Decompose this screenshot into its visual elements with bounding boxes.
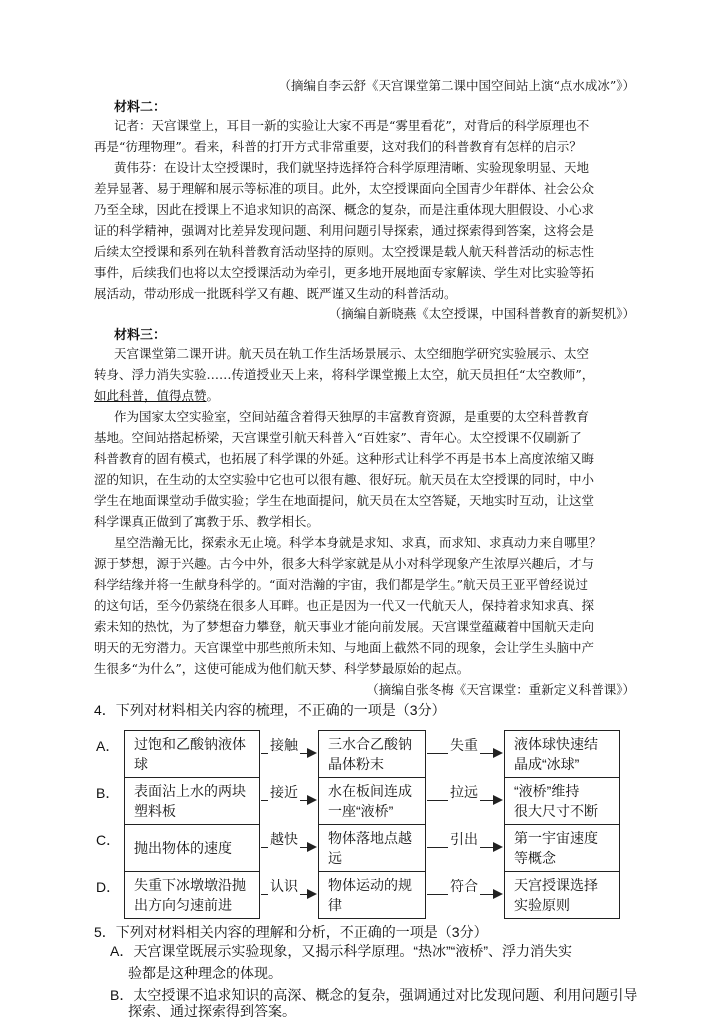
- question-4-stem: 4．下列对材料相关内容的梳理，不正确的一项是（3分）: [94, 702, 446, 718]
- flow-box: 物体运动的规 律: [318, 871, 426, 919]
- arrow-label: 引出: [450, 831, 478, 847]
- text-line: 涩的知识，在生动的太空实验中它也可以很有趣、很好玩。航天员在太空授课的同时，中小: [94, 472, 595, 487]
- text-line: 星空浩瀚无比，探索永无止境。科学本身就是求知、求真，而求知、求真动力来自哪里？: [114, 535, 602, 550]
- text-line: 科学课真正做到了寓教于乐、教学相长。: [94, 514, 320, 529]
- text-line: 再是“彷理物理”。看来，科普的打开方式非常重要，这对我们的科普教育有怎样的启示？: [94, 139, 582, 154]
- question-5-stem: 5．下列对材料相关内容的理解和分析，不正确的一项是（3分）: [94, 924, 488, 940]
- text-line: 学生在地面课堂动手做实验；学生在地面提问，航天员在太空答疑，天地实时互动，让这堂: [94, 493, 595, 508]
- option-c-letter: C．: [96, 832, 121, 848]
- option-b-letter: B．: [96, 785, 120, 801]
- text-line: 科普教育的固有模式，也拓展了科学课的外延。这种形式让科学不再是书本上高度浓缩又晦: [94, 451, 595, 466]
- text-line: 明天的无穷潜力。天宫课堂中那些煎所未知、与地面上截然不同的现象，会让学生头脑中产: [94, 640, 595, 655]
- underlined-phrase: 如此科普，值得点赞: [94, 388, 207, 403]
- answer-b-cont: 探索、通过探索得到答案。: [128, 1003, 296, 1019]
- text-line: 索未知的热忱，为了梦想奋力攀登，航天事业才能向前发展。天宫课堂蕴藏着中国航天走向: [94, 619, 595, 634]
- flow-box: 抛出物体的速度: [124, 824, 260, 872]
- flow-box: 表面沾上水的两块 塑料板: [124, 777, 260, 825]
- flow-box: 水在板间连成 一座“液桥”: [318, 777, 426, 825]
- text-line: 事件，后续我们也将以太空授课活动为牵引，更多地开展地面专家解读、学生对比实验等拓: [94, 265, 595, 280]
- text-line: 科学结缘并将一生献身科学的。“面对浩瀚的宇宙，我们都是学生。”航天员王亚平曾经说过: [94, 577, 589, 592]
- text-line: 差异显著、易于理解和展示等标准的项目。此外，太空授课面向全国青少年群体、社会公众: [94, 181, 595, 196]
- text-line: 如此科普，值得点赞。: [94, 388, 220, 403]
- text-line: 乃至全球，因此在授课上不追求知识的高深、概念的复杂，而是注重体现大胆假设、小心求: [94, 202, 595, 217]
- arrow-label: 拉远: [450, 784, 478, 800]
- text-line: 记者：天宫课堂上，耳目一新的实验让大家不再是“雾里看花”，对背后的科学原理也不: [114, 118, 590, 133]
- material1-source: （摘编自李云舒《天宫课堂第二课中国空间站上演“点水成冰”》）: [278, 78, 635, 93]
- arrow-label: 符合: [450, 878, 478, 894]
- text-line: 黄伟芬：在设计太空授课时，我们就坚持选择符合科学原理清晰、实验现象明显、天地: [114, 160, 590, 175]
- flow-box: 失重下冰墩墩沿抛 出方向匀速前进: [124, 871, 260, 919]
- text-line: 展活动，带动形成一批既科学又有趣、既严谨又生动的科普活动。: [94, 286, 457, 301]
- material2-source: （摘编自新晓燕《太空授课，中国科普教育的新契机》）: [328, 306, 635, 321]
- option-a-letter: A．: [96, 738, 120, 754]
- text-line: 基地。空间站搭起桥梁，天宫课堂引航天科普入“百姓家”、青年心。太空授课不仅刷新了: [94, 430, 582, 445]
- arrow-label: 越快: [270, 831, 298, 847]
- option-d-letter: D．: [96, 879, 121, 895]
- flow-box: 天宫授课选择 实验原则: [504, 871, 620, 919]
- answer-a: A．天宫课堂既展示实验现象，又揭示科学原理。“热冰”“液桥”、浮力消失实: [110, 943, 572, 959]
- text-line: 转身、浮力消失实验……传道授业天上来，将科学课堂搬上太空，航天员担任“太空教师”，: [94, 367, 595, 382]
- text-line: 的这句话，至今仍萦绕在很多人耳畔。也正是因为一代又一代航天人，保持着求知求真、探: [94, 598, 595, 613]
- material2-heading: 材料二：: [114, 100, 167, 115]
- text-line: 作为国家太空实验室，空间站蕴含着得天独厚的丰富教育资源，是重要的太空科普教育: [114, 409, 590, 424]
- flow-box: 液体球快速结 晶成“冰球”: [504, 730, 620, 778]
- material3-source: （摘编自张冬梅《天宫课堂：重新定义科普课》）: [366, 682, 635, 697]
- arrow-label: 接近: [270, 784, 298, 800]
- text-line: 生很多“为什么”，这使可能成为他们航天梦、科学梦最原始的起点。: [94, 661, 470, 676]
- flow-box: 三水合乙酸钠 晶体粉末: [318, 730, 426, 778]
- arrow-label: 接触: [270, 737, 298, 753]
- arrow-label: 认识: [270, 878, 298, 894]
- arrow-label: 失重: [450, 737, 478, 753]
- flow-box: “液桥”维持 很大尺寸不断: [504, 777, 620, 825]
- text-line: 后续太空授课和系列在轨科普教育活动坚持的原则。太空授课是载人航天科普活动的标志性: [94, 244, 595, 259]
- flow-box: 过饱和乙酸钠液体 球: [124, 730, 260, 778]
- text-line: 证的科学精神，强调对比差异发现问题、利用问题引导探索，通过探索得到答案，这将会是: [94, 223, 595, 238]
- material3-heading: 材料三：: [114, 328, 167, 343]
- answer-a-cont: 验都是这种理念的体现。: [128, 965, 282, 981]
- text-line: 源于梦想，源于兴趣。古今中外，很多大科学家就是从小对科学现象产生浓厚兴趣后，才与: [94, 556, 595, 571]
- flow-box: 第一宇宙速度 等概念: [504, 824, 620, 872]
- text-line: 天宫课堂第二课开讲。航天员在轨工作生活场景展示、太空细胞学研究实验展示、太空: [114, 346, 590, 361]
- flow-box: 物体落地点越 远: [318, 824, 426, 872]
- answer-b: B．太空授课不追求知识的高深、概念的复杂，强调通过对比发现问题、利用问题引导: [110, 987, 638, 1003]
